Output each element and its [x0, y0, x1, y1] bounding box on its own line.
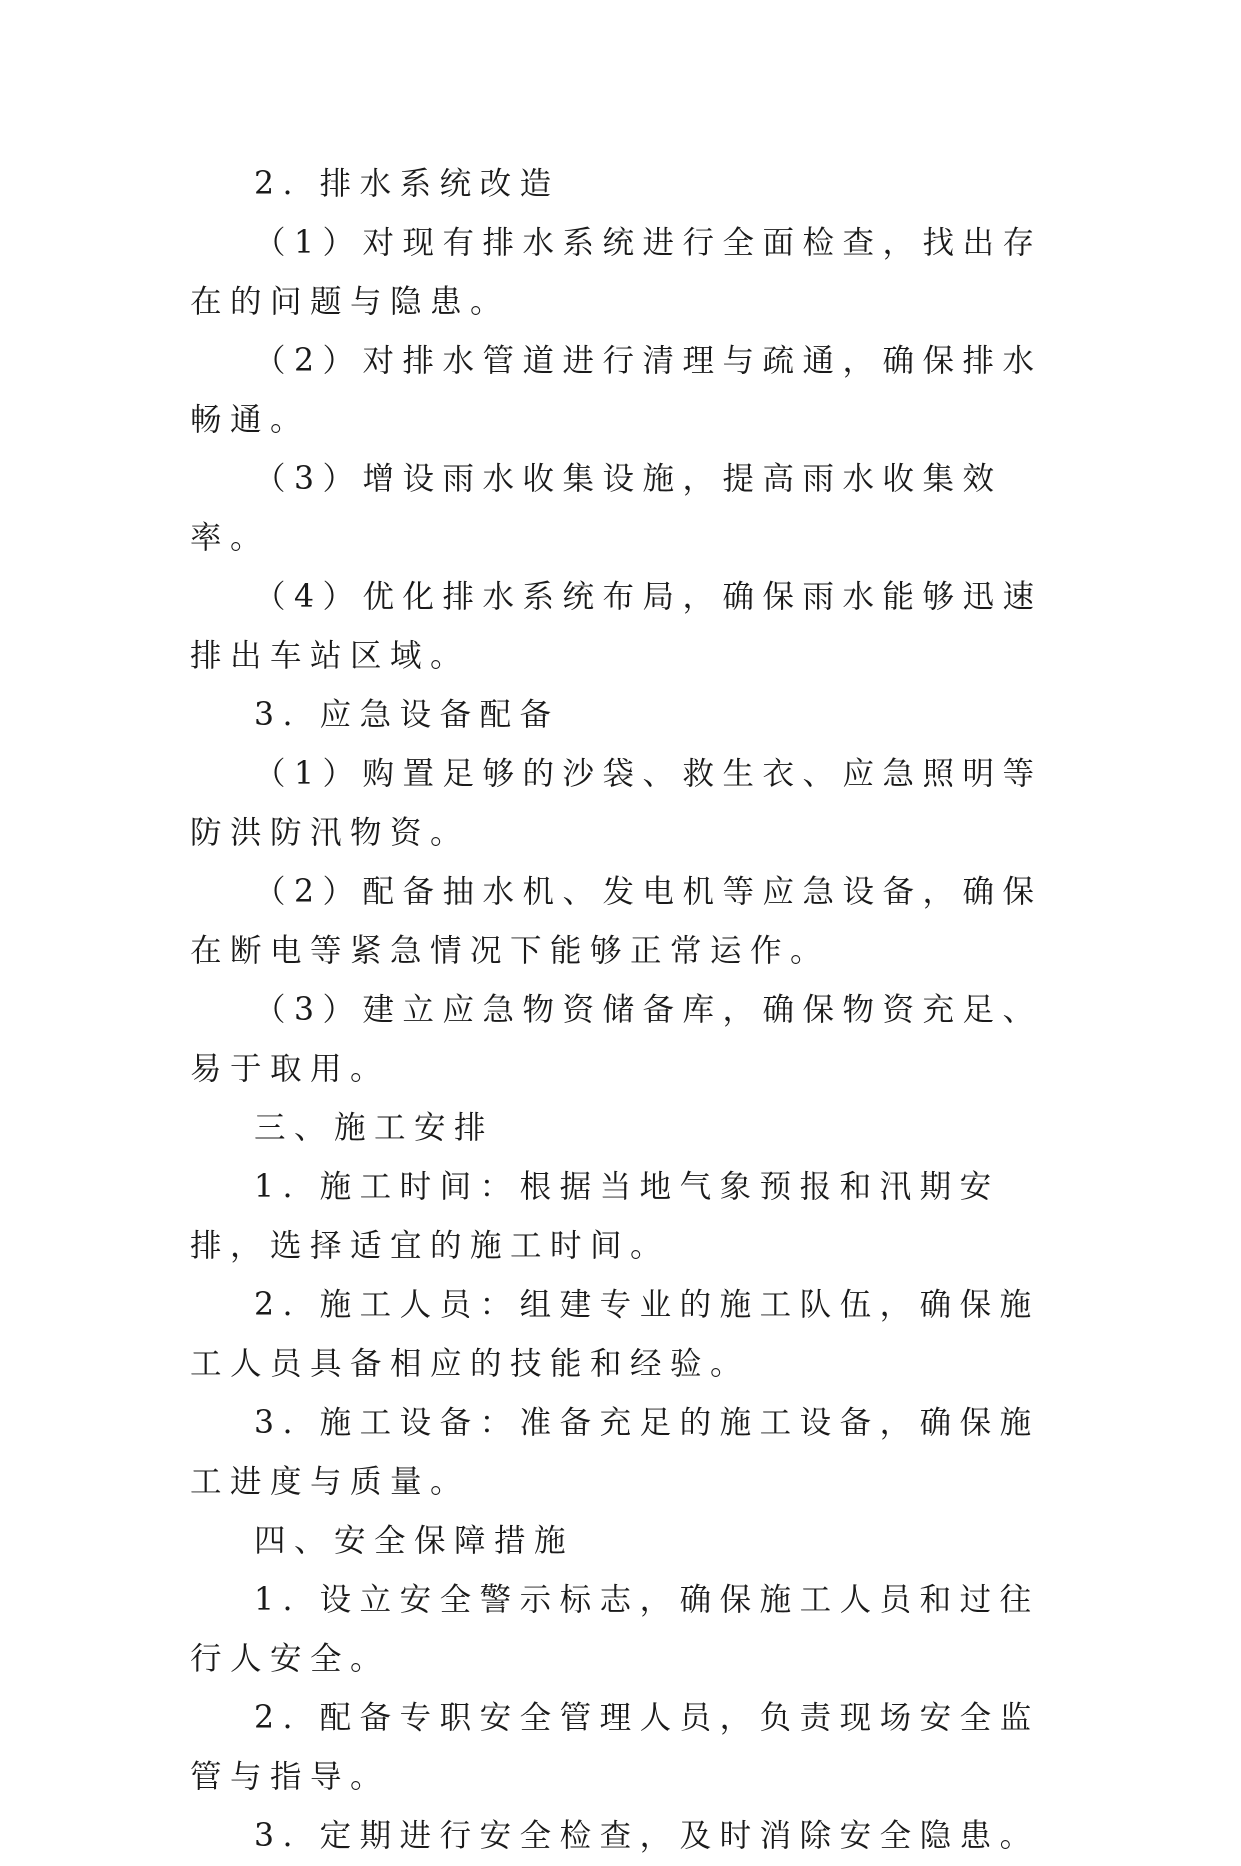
list-item: （3）建立应急物资储备库，确保物资充足、易于取用。: [190, 992, 1043, 1087]
list-item: 3. 施工设备：准备充足的施工设备，确保施工进度与质量。: [190, 1405, 1040, 1500]
section-heading-construction: 三、施工安排: [254, 1110, 495, 1146]
section-heading-emergency-equipment: 3. 应急设备配备: [254, 697, 560, 733]
list-item: （2）配备抽水机、发电机等应急设备，确保在断电等紧急情况下能够正常运作。: [190, 874, 1043, 969]
section-heading-safety: 四、安全保障措施: [254, 1523, 575, 1559]
list-item: （4）优化排水系统布局，确保雨水能够迅速排出车站区域。: [190, 579, 1043, 674]
list-item: 2. 配备专职安全管理人员，负责现场安全监管与指导。: [190, 1700, 1040, 1795]
list-item: （3）增设雨水收集设施，提高雨水收集效率。: [190, 461, 1003, 556]
list-item: （1）对现有排水系统进行全面检查，找出存在的问题与隐患。: [190, 225, 1043, 320]
section-heading-drainage: 2. 排水系统改造: [254, 166, 560, 202]
list-item: （2）对排水管道进行清理与疏通，确保排水畅通。: [190, 343, 1043, 438]
list-item: 1. 施工时间：根据当地气象预报和汛期安排，选择适宜的施工时间。: [190, 1169, 1000, 1264]
document-body: [190, 155, 1070, 1866]
list-item: 1. 设立安全警示标志，确保施工人员和过往行人安全。: [190, 1582, 1040, 1677]
list-item: 3. 定期进行安全检查，及时消除安全隐患。: [254, 1818, 1040, 1854]
list-item: （1）购置足够的沙袋、救生衣、应急照明等防洪防汛物资。: [190, 756, 1043, 851]
list-item: 2. 施工人员：组建专业的施工队伍，确保施工人员具备相应的技能和经验。: [190, 1287, 1040, 1382]
